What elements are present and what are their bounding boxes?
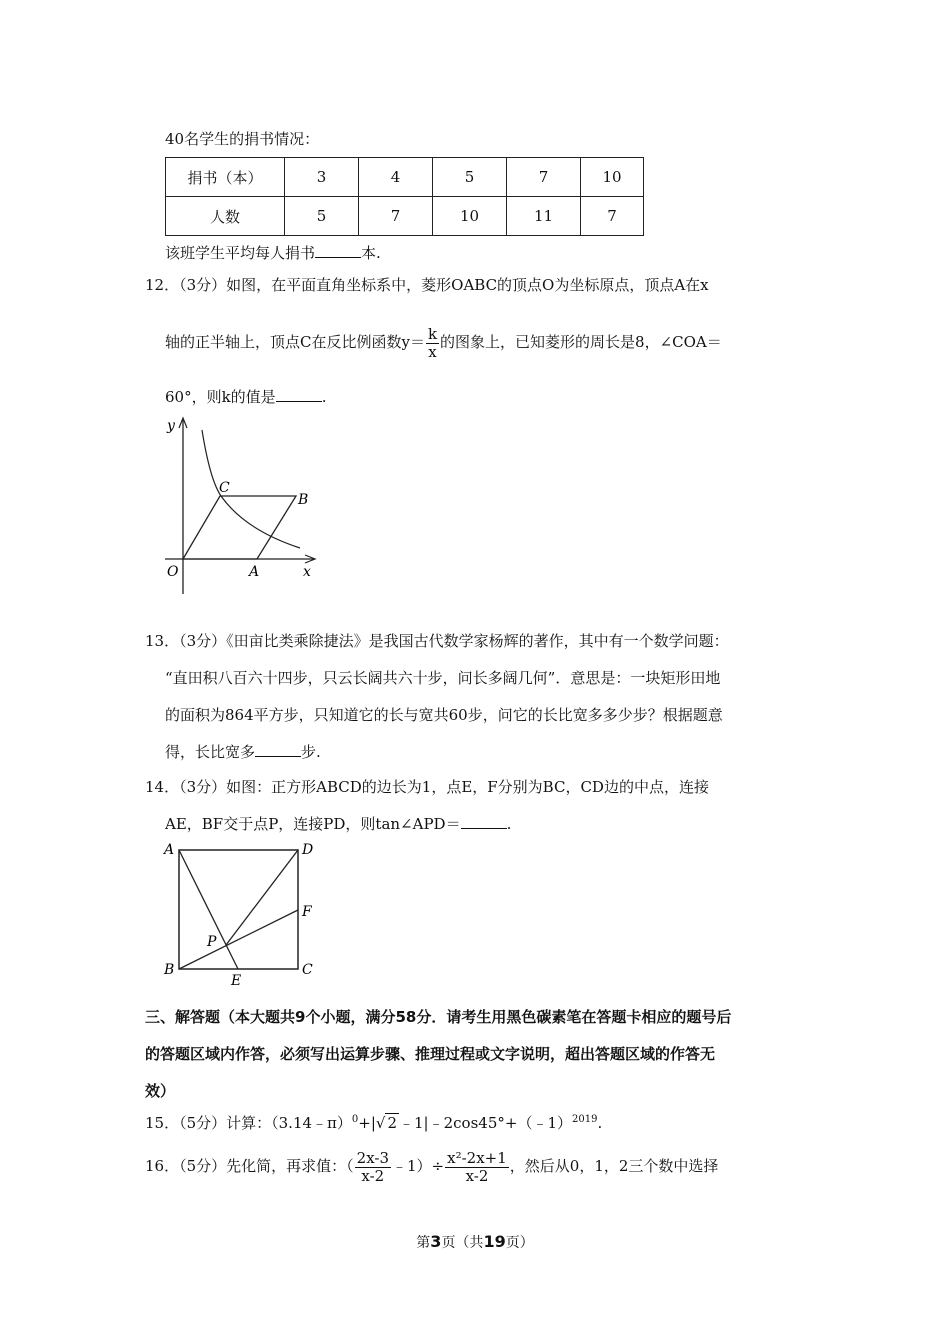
label-a: A [164,842,175,858]
label-b: B [164,962,175,978]
section3-heading-line3: 效） [145,1082,176,1100]
segment-bf [179,910,298,969]
q16-mid: ﹣1）÷ [392,1157,445,1175]
table-cell: 5 [285,197,359,236]
answer-blank [315,256,361,258]
footer-pre: 第 [416,1235,431,1251]
q16-score: （5分） [179,1157,227,1175]
square-abcd [179,850,298,969]
q15-pre: 计算：（3.14﹣π） [226,1114,352,1132]
label-e: E [231,973,242,988]
table-cell: 5 [433,158,507,197]
section3-heading-line2: 的答题区域内作答，必须写出运算步骤、推理过程或文字说明，超出答题区域的作答无 [145,1045,716,1063]
label-a: A [249,564,260,580]
table-cell: 4 [359,158,433,197]
q15-score: （5分） [179,1114,227,1132]
q12-line1 [145,274,709,295]
q14-score: （3分） [179,778,227,796]
q16-line [145,1150,718,1184]
donation-table [165,157,644,236]
q14-text: 如图：正方形ABCD的边长为1，点E，F分别为BC，CD边的中点，连接 [226,778,709,796]
table-row [166,197,644,236]
answer-blank [276,400,322,402]
q15-number: 15． [145,1114,180,1132]
q14-number: 14． [145,778,180,796]
q11-question [165,242,381,263]
fraction-numerator: 2x-3 [356,1149,390,1167]
exponent-zero: 0 [351,1114,359,1125]
table-header-people: 人数 [166,197,285,236]
q13-line4-post: 步. [301,743,321,761]
footer-post: 页） [505,1235,534,1251]
q15-line [145,1112,602,1133]
label-p: P [207,934,217,950]
segment-pd [226,850,298,945]
table-cell: 11 [507,197,581,236]
q13-text: 《田亩比类乘除捷法》是我国古代数学家杨辉的著作，其中有一个数学问题： [226,632,729,650]
q12-line3-post: . [321,388,327,406]
q13-score: （3分） [179,632,227,650]
q12-line2 [165,326,722,360]
label-f: F [302,904,312,920]
sqrt-symbol: √ [375,1114,386,1132]
fraction-numerator: k [427,325,438,343]
segment-ae [179,850,238,969]
q12-line2-post: 的图象上，已知菱形的周长是8，∠COA＝ [440,333,722,351]
fraction-denominator: x [428,342,437,361]
sqrt-radicand: 2 [387,1114,398,1132]
table-cell: 10 [433,197,507,236]
table-row [166,158,644,197]
q14-line1 [145,776,709,797]
q16-pre: 先化简，再求值：（ [226,1157,354,1175]
q13-line4 [165,741,321,762]
q12-line2-pre: 轴的正半轴上，顶点C在反比例函数y＝ [165,333,425,351]
q13-line4-pre: 得，长比宽多 [165,743,256,761]
footer-page-number: 3 [430,1232,442,1251]
q12-line3 [165,386,326,407]
q15-mid1: +| [358,1114,376,1132]
k-over-x-fraction [426,326,439,360]
label-c: C [219,480,230,496]
label-x: x [303,564,311,580]
q12-number: 12． [145,276,180,294]
label-c: C [302,962,313,978]
q11-question-pre: 该班学生平均每人捐书 [165,244,316,262]
exponent-2019: 2019 [572,1114,598,1125]
table-cell: 10 [581,158,644,197]
q14-line2 [165,813,511,834]
q13-line1 [145,630,729,651]
section3-heading-line1: 三、解答题（本大题共9个小题，满分58分．请考生用黑色碳素笔在答题卡相应的题号后 [145,1008,732,1026]
table-cell: 3 [285,158,359,197]
q14-line2-post: . [506,815,512,833]
q14-line2-pre: AE，BF交于点P，连接PD，则tan∠APD＝ [165,815,461,833]
table-header-books: 捐书（本） [166,158,285,197]
label-o: O [167,564,179,580]
q15-mid2: ﹣1|﹣2cos45°+（﹣1） [399,1114,572,1132]
q13-line3: 的面积为864平方步，只知道它的长与宽共60步，问它的长比宽多多少步？根据题意 [165,706,723,724]
q11-caption: 40名学生的捐书情况： [165,130,320,148]
fraction-1 [355,1150,391,1184]
table-cell: 7 [581,197,644,236]
q12-score: （3分） [179,276,227,294]
q12-text: 如图，在平面直角坐标系中，菱形OABC的顶点O为坐标原点，顶点A在x [226,276,709,294]
label-b: B [298,492,309,508]
q13-number: 13． [145,632,180,650]
answer-blank [461,827,507,829]
fraction-denominator: x-2 [361,1166,385,1185]
q12-line3-pre: 60°，则k的值是 [165,388,276,406]
fraction-denominator: x-2 [465,1166,489,1185]
footer-total-pages: 19 [483,1232,506,1251]
table-cell: 7 [507,158,581,197]
q15-post: . [597,1114,603,1132]
table-cell: 7 [359,197,433,236]
rhombus-hyperbola-figure [155,410,330,600]
square-abcd-figure [160,838,325,988]
page-footer [0,1232,950,1252]
rhombus-oabc [183,496,296,559]
q16-number: 16． [145,1157,180,1175]
fraction-2 [445,1150,509,1184]
answer-blank [255,755,301,757]
q16-post: ，然后从0，1，2三个数中选择 [509,1157,719,1175]
label-d: D [302,842,314,858]
label-y: y [167,418,175,434]
hyperbola-curve [202,430,300,548]
q13-line2: “直田积八百六十四步，只云长阔共六十步，问长多阔几何”．意思是：一块矩形田地 [165,669,721,687]
footer-mid: 页（共 [441,1235,484,1251]
q11-question-post: 本. [361,244,381,262]
fraction-numerator: x²-2x+1 [447,1149,507,1167]
